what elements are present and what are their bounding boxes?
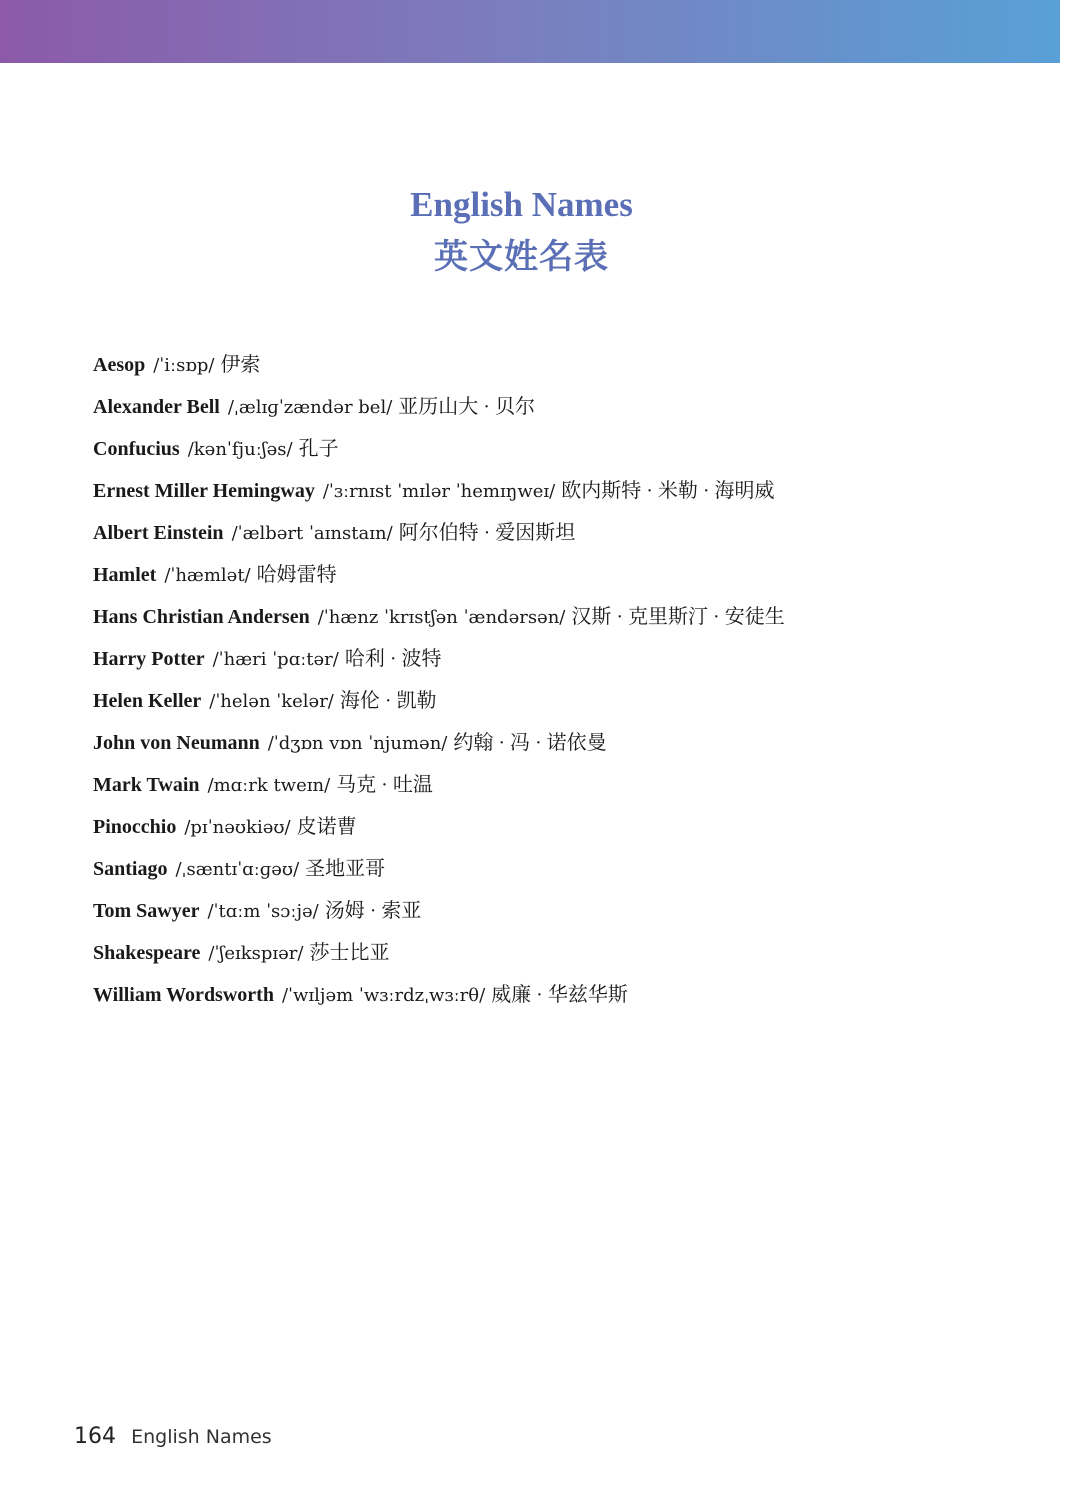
entry-pronunciation: /ˌælɪɡˈzændər bel/ xyxy=(227,397,393,418)
entry-chinese: 莎士比亚 xyxy=(309,942,390,964)
entry-name: John von Neumann xyxy=(93,732,260,754)
entry-pronunciation: /ˈhelən ˈkelər/ xyxy=(209,691,334,712)
entry-chinese: 孔子 xyxy=(298,438,339,460)
list-item xyxy=(93,344,1033,386)
list-item xyxy=(93,932,1033,974)
entry-pronunciation: /ˌsæntɪˈɑːɡəʊ/ xyxy=(175,859,300,880)
page-footer xyxy=(74,1420,272,1454)
entry-name: Confucius xyxy=(93,438,180,460)
running-title: English Names xyxy=(131,1426,272,1448)
list-item xyxy=(93,512,1033,554)
entry-name: Hans Christian Andersen xyxy=(93,606,310,628)
page-title-chinese: 英文姓名表 xyxy=(434,239,609,276)
entry-chinese: 哈利 · 波特 xyxy=(344,648,442,670)
title-block xyxy=(0,180,1043,286)
list-item xyxy=(93,680,1033,722)
entry-pronunciation: /ˈdʒɒn vɒn ˈnjumən/ xyxy=(267,733,448,754)
entry-chinese: 伊索 xyxy=(220,354,261,376)
entry-name: Mark Twain xyxy=(93,774,200,796)
entry-chinese: 哈姆雷特 xyxy=(256,564,337,586)
entry-name: Santiago xyxy=(93,858,168,880)
entry-name: Tom Sawyer xyxy=(93,900,200,922)
entry-pronunciation: /pɪˈnəʊkiəʊ/ xyxy=(184,817,291,838)
entry-chinese: 汤姆 · 索亚 xyxy=(324,900,422,922)
entry-name: Pinocchio xyxy=(93,816,177,838)
list-item xyxy=(93,554,1033,596)
list-item xyxy=(93,848,1033,890)
entry-pronunciation: /mɑːrk tweɪn/ xyxy=(207,775,331,796)
header-band xyxy=(0,0,1060,63)
entry-name: Aesop xyxy=(93,354,146,376)
entry-name: Albert Einstein xyxy=(93,522,224,544)
entry-chinese: 阿尔伯特 · 爱因斯坦 xyxy=(398,522,576,544)
entry-chinese: 约翰 · 冯 · 诺依曼 xyxy=(453,732,607,754)
entry-pronunciation: /ˈwɪljəm ˈwɜːrdzˌwɜːrθ/ xyxy=(281,985,486,1006)
page-number: 164 xyxy=(74,1424,116,1449)
entry-pronunciation: /ˈælbərt ˈaɪnstaɪn/ xyxy=(231,523,393,544)
entry-name: Shakespeare xyxy=(93,942,201,964)
entry-pronunciation: /ˈʃeɪkspɪər/ xyxy=(208,943,304,964)
entry-chinese: 皮诺曹 xyxy=(296,816,357,838)
entry-chinese: 威廉 · 华兹华斯 xyxy=(491,984,628,1006)
entry-name: Alexander Bell xyxy=(93,396,220,418)
entry-name: Harry Potter xyxy=(93,648,205,670)
list-item xyxy=(93,722,1033,764)
entry-chinese: 亚历山大 · 贝尔 xyxy=(398,396,535,418)
entry-chinese: 欧内斯特 · 米勒 · 海明威 xyxy=(561,480,775,502)
list-item xyxy=(93,470,1033,512)
list-item xyxy=(93,596,1033,638)
entry-pronunciation: /kənˈfjuːʃəs/ xyxy=(187,439,293,460)
entry-pronunciation: /ˈhæmlət/ xyxy=(164,565,251,586)
entry-chinese: 汉斯 · 克里斯汀 · 安徒生 xyxy=(571,606,785,628)
entry-pronunciation: /ˈɜːrnɪst ˈmɪlər ˈhemɪŋweɪ/ xyxy=(322,481,556,502)
entry-chinese: 圣地亚哥 xyxy=(305,858,386,880)
entry-name: Hamlet xyxy=(93,564,157,586)
name-list xyxy=(93,344,1033,1016)
entry-chinese: 海伦 · 凯勒 xyxy=(339,690,437,712)
list-item xyxy=(93,890,1033,932)
entry-pronunciation: /ˈtɑːm ˈsɔːjə/ xyxy=(207,901,319,922)
list-item xyxy=(93,638,1033,680)
page-title-english: English Names xyxy=(410,185,633,224)
list-item xyxy=(93,386,1033,428)
entry-pronunciation: /ˈhæri ˈpɑːtər/ xyxy=(212,649,339,670)
list-item xyxy=(93,428,1033,470)
list-item xyxy=(93,974,1033,1016)
list-item xyxy=(93,764,1033,806)
entry-name: Ernest Miller Hemingway xyxy=(93,480,315,502)
entry-name: William Wordsworth xyxy=(93,984,274,1006)
entry-chinese: 马克 · 吐温 xyxy=(336,774,433,796)
entry-pronunciation: /ˈiːsɒp/ xyxy=(153,355,215,376)
entry-pronunciation: /ˈhænz ˈkrɪstʃən ˈændərsən/ xyxy=(317,607,566,628)
list-item xyxy=(93,806,1033,848)
entry-name: Helen Keller xyxy=(93,690,202,712)
